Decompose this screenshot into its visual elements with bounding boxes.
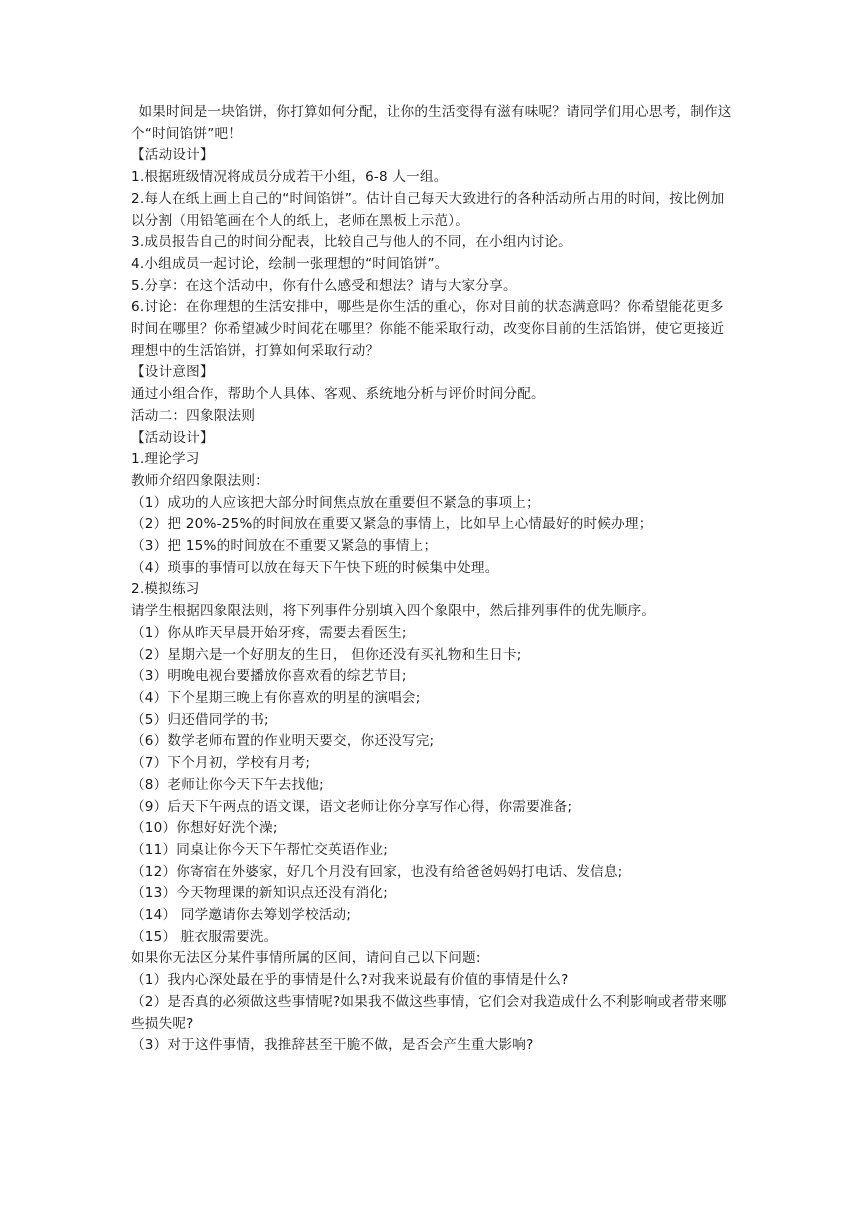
question-item: （2）是否真的必须做这些事情呢?如果我不做这些事情，它们会对我造成什么不利影响或者带来哪些损失呢?	[131, 993, 727, 1032]
document-body	[131, 102, 735, 1057]
rule-item: （2）把 20%-25%的时间放在重要又紧急的事情上，比如早上心情最好的时候办理；	[131, 516, 653, 533]
practice-intro: 请学生根据四象限法则，将下列事件分别填入四个象限中，然后排列事件的优先顺序。	[131, 603, 656, 620]
event-item: （8）老师让你今天下午去找他;	[131, 776, 324, 793]
question-item: （1）我内心深处最在乎的事情是什么?对我来说最有价值的事情是什么?	[131, 972, 569, 989]
question-item: （3）对于这件事情，我推辞甚至干脆不做，是否会产生重大影响?	[131, 1037, 534, 1054]
event-item: （12）你寄宿在外婆家，好几个月没有回家，也没有给爸爸妈妈打电话、发信息;	[131, 863, 623, 880]
activity-design-heading: 【活动设计】	[131, 147, 214, 164]
event-item: （13）今天物理课的新知识点还没有消化;	[131, 885, 388, 902]
event-item: （1）你从昨天早晨开始牙疼，需要去看医生;	[131, 624, 407, 641]
step-item: 4.小组成员一起讨论，绘制一张理想的“时间馅饼”。	[131, 255, 449, 272]
step-item: 5.分享：在这个活动中，你有什么感受和想法？请与大家分享。	[131, 277, 517, 294]
event-item: （11）同桌让你今天下午帮忙交英语作业;	[131, 841, 388, 858]
event-item: （10）你想好好洗个澡;	[131, 820, 278, 837]
event-item: （2）星期六是一个好朋友的生日， 但你还没有买礼物和生日卡;	[131, 646, 522, 663]
event-item: （9）后天下午两点的语文课，语文老师让你分享写作心得，你需要准备;	[131, 798, 573, 815]
activity2-title: 活动二：四象限法则	[131, 407, 256, 424]
event-item: （6）数学老师布置的作业明天要交，你还没写完;	[131, 733, 435, 750]
step-item: 2.每人在纸上画上自己的“时间馅饼”。估计自己每天大致进行的各种活动所占用的时间，按比例加以分割（用铅笔画在个人的纸上，老师在黑板上示范）。	[131, 190, 725, 229]
rule-item: （4）琐事的事情可以放在每天下午快下班的时候集中处理。	[131, 559, 499, 576]
theory-heading: 1.理论学习	[131, 451, 200, 468]
event-item: （7）下个月初，学校有月考;	[131, 755, 311, 772]
rule-item: （1）成功的人应该把大部分时间焦点放在重要但不紧急的事项上；	[131, 494, 540, 511]
questions-intro: 如果你无法区分某件事情所属的区间，请问自己以下问题:	[131, 950, 481, 967]
event-item: （5）归还借同学的书;	[131, 711, 269, 728]
design-intent-heading: 【设计意图】	[131, 364, 214, 381]
activity-design-heading: 【活动设计】	[131, 429, 214, 446]
step-item: 6.讨论：在你理想的生活安排中，哪些是你生活的重心，你对目前的状态满意吗？你希望能花更多时间在哪里？你希望减少时间花在哪里？你能不能采取行动，改变你目前的生活馅饼，使它更接近理想中的生活馅饼，打算如何采取行动？	[131, 299, 725, 359]
event-item: （14） 同学邀请你去筹划学校活动;	[131, 907, 352, 924]
step-item: 3.成员报告自己的时间分配表，比较自己与他人的不同，在小组内讨论。	[131, 234, 572, 251]
rule-item: （3）把 15%的时间放在不重要又紧急的事情上；	[131, 538, 438, 555]
theory-intro: 教师介绍四象限法则：	[131, 472, 269, 489]
event-item: （4）下个星期三晚上有你喜欢的明星的演唱会;	[131, 689, 421, 706]
event-item: （3）明晚电视台要播放你喜欢看的综艺节目;	[131, 668, 407, 685]
step-item: 1.根据班级情况将成员分成若干小组，6-8 人一组。	[131, 169, 448, 186]
intro-paragraph: 如果时间是一块馅饼，你打算如何分配，让你的生活变得有滋有味呢？请同学们用心思考，制作这个“时间馅饼”吧！	[131, 104, 732, 142]
event-item: （15） 脏衣服需要洗。	[131, 928, 278, 945]
design-intent-text: 通过小组合作，帮助个人具体、客观、系统地分析与评价时间分配。	[131, 386, 545, 403]
practice-heading: 2.模拟练习	[131, 581, 200, 598]
